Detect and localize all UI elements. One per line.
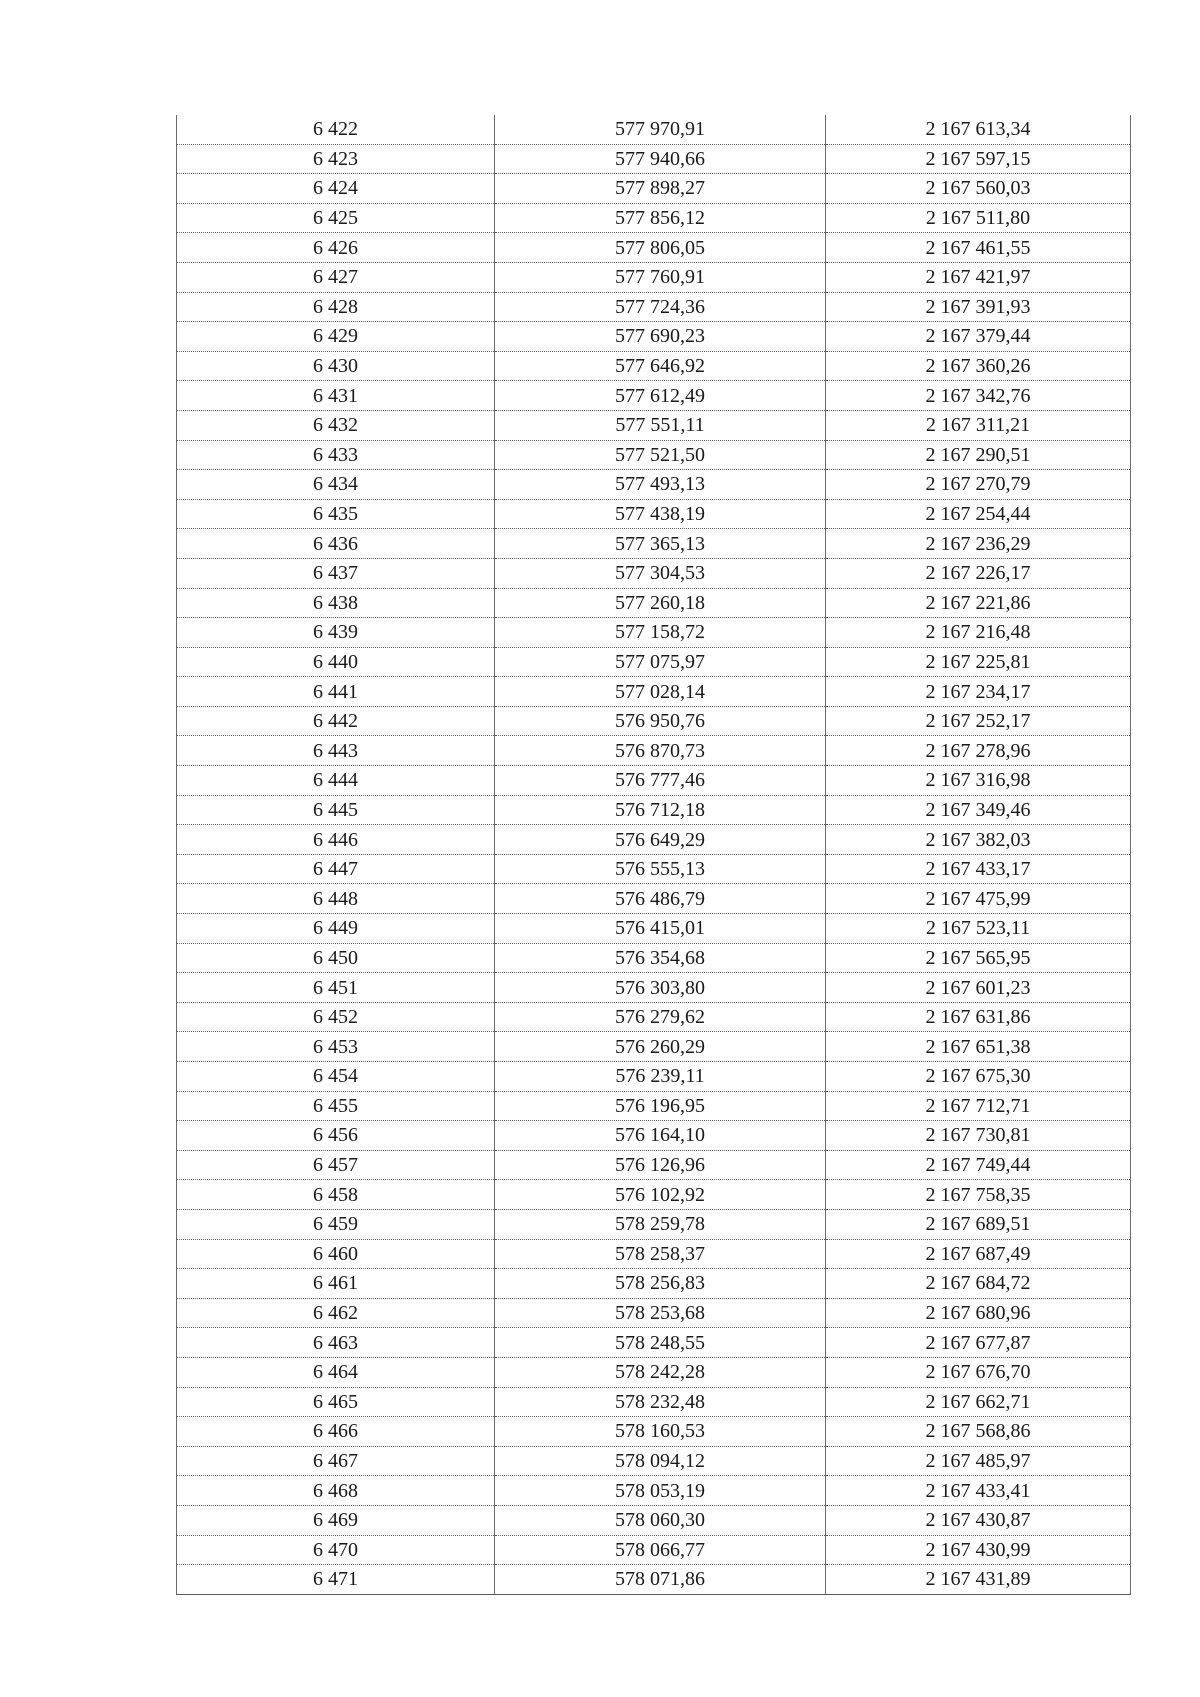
- x-coordinate-cell: 576 196,95: [495, 1091, 826, 1121]
- y-coordinate-cell: 2 167 311,21: [826, 410, 1131, 440]
- table-row: [177, 440, 1131, 470]
- y-coordinate-cell: 2 167 431,89: [826, 1565, 1131, 1595]
- x-coordinate-cell: 577 028,14: [495, 677, 826, 707]
- x-coordinate-cell: 577 075,97: [495, 647, 826, 677]
- y-coordinate-cell: 2 167 430,87: [826, 1505, 1131, 1535]
- x-coordinate-cell: 577 438,19: [495, 499, 826, 529]
- y-coordinate-cell: 2 167 342,76: [826, 381, 1131, 411]
- x-coordinate-cell: 577 365,13: [495, 529, 826, 559]
- x-coordinate-cell: 578 248,55: [495, 1328, 826, 1358]
- point-number-cell: 6 463: [177, 1328, 495, 1358]
- x-coordinate-cell: 577 856,12: [495, 203, 826, 233]
- table-row: [177, 1298, 1131, 1328]
- x-coordinate-cell: 577 898,27: [495, 174, 826, 204]
- point-number-cell: 6 462: [177, 1298, 495, 1328]
- table-row: [177, 1535, 1131, 1565]
- x-coordinate-cell: 578 060,30: [495, 1505, 826, 1535]
- y-coordinate-cell: 2 167 613,34: [826, 115, 1131, 144]
- y-coordinate-cell: 2 167 221,86: [826, 588, 1131, 618]
- table-row: [177, 1446, 1131, 1476]
- table-row: [177, 203, 1131, 233]
- y-coordinate-cell: 2 167 254,44: [826, 499, 1131, 529]
- table-row: [177, 973, 1131, 1003]
- x-coordinate-cell: 576 102,92: [495, 1180, 826, 1210]
- point-number-cell: 6 453: [177, 1032, 495, 1062]
- x-coordinate-cell: 577 158,72: [495, 618, 826, 648]
- x-coordinate-cell: 576 279,62: [495, 1002, 826, 1032]
- table-row: [177, 499, 1131, 529]
- y-coordinate-cell: 2 167 568,86: [826, 1417, 1131, 1447]
- y-coordinate-cell: 2 167 485,97: [826, 1446, 1131, 1476]
- table-row: [177, 1357, 1131, 1387]
- x-coordinate-cell: 576 870,73: [495, 736, 826, 766]
- point-number-cell: 6 423: [177, 144, 495, 174]
- point-number-cell: 6 439: [177, 618, 495, 648]
- point-number-cell: 6 426: [177, 233, 495, 263]
- table-row: [177, 144, 1131, 174]
- y-coordinate-cell: 2 167 749,44: [826, 1150, 1131, 1180]
- y-coordinate-cell: 2 167 290,51: [826, 440, 1131, 470]
- point-number-cell: 6 434: [177, 470, 495, 500]
- y-coordinate-cell: 2 167 316,98: [826, 766, 1131, 796]
- y-coordinate-cell: 2 167 252,17: [826, 706, 1131, 736]
- y-coordinate-cell: 2 167 565,95: [826, 943, 1131, 973]
- x-coordinate-cell: 577 493,13: [495, 470, 826, 500]
- y-coordinate-cell: 2 167 278,96: [826, 736, 1131, 766]
- y-coordinate-cell: 2 167 270,79: [826, 470, 1131, 500]
- table-row: [177, 351, 1131, 381]
- x-coordinate-cell: 578 253,68: [495, 1298, 826, 1328]
- point-number-cell: 6 431: [177, 381, 495, 411]
- y-coordinate-cell: 2 167 236,29: [826, 529, 1131, 559]
- point-number-cell: 6 435: [177, 499, 495, 529]
- point-number-cell: 6 424: [177, 174, 495, 204]
- y-coordinate-cell: 2 167 712,71: [826, 1091, 1131, 1121]
- table-row: [177, 677, 1131, 707]
- y-coordinate-cell: 2 167 225,81: [826, 647, 1131, 677]
- table-row: [177, 262, 1131, 292]
- point-number-cell: 6 457: [177, 1150, 495, 1180]
- x-coordinate-cell: 578 094,12: [495, 1446, 826, 1476]
- x-coordinate-cell: 576 950,76: [495, 706, 826, 736]
- y-coordinate-cell: 2 167 523,11: [826, 914, 1131, 944]
- y-coordinate-cell: 2 167 631,86: [826, 1002, 1131, 1032]
- table-row: [177, 1032, 1131, 1062]
- point-number-cell: 6 441: [177, 677, 495, 707]
- table-row: [177, 1505, 1131, 1535]
- y-coordinate-cell: 2 167 421,97: [826, 262, 1131, 292]
- x-coordinate-cell: 577 806,05: [495, 233, 826, 263]
- y-coordinate-cell: 2 167 226,17: [826, 558, 1131, 588]
- y-coordinate-cell: 2 167 675,30: [826, 1062, 1131, 1092]
- point-number-cell: 6 454: [177, 1062, 495, 1092]
- table-row: [177, 1239, 1131, 1269]
- x-coordinate-cell: 576 126,96: [495, 1150, 826, 1180]
- x-coordinate-cell: 577 260,18: [495, 588, 826, 618]
- y-coordinate-cell: 2 167 684,72: [826, 1269, 1131, 1299]
- point-number-cell: 6 467: [177, 1446, 495, 1476]
- x-coordinate-cell: 578 053,19: [495, 1476, 826, 1506]
- point-number-cell: 6 469: [177, 1505, 495, 1535]
- y-coordinate-cell: 2 167 511,80: [826, 203, 1131, 233]
- point-number-cell: 6 465: [177, 1387, 495, 1417]
- table-row: [177, 647, 1131, 677]
- table-row: [177, 558, 1131, 588]
- y-coordinate-cell: 2 167 433,41: [826, 1476, 1131, 1506]
- point-number-cell: 6 443: [177, 736, 495, 766]
- y-coordinate-cell: 2 167 560,03: [826, 174, 1131, 204]
- point-number-cell: 6 449: [177, 914, 495, 944]
- coordinates-table: [176, 115, 1131, 1595]
- point-number-cell: 6 427: [177, 262, 495, 292]
- point-number-cell: 6 466: [177, 1417, 495, 1447]
- point-number-cell: 6 446: [177, 825, 495, 855]
- point-number-cell: 6 437: [177, 558, 495, 588]
- x-coordinate-cell: 578 071,86: [495, 1565, 826, 1595]
- x-coordinate-cell: 578 066,77: [495, 1535, 826, 1565]
- point-number-cell: 6 461: [177, 1269, 495, 1299]
- table-row: [177, 1387, 1131, 1417]
- x-coordinate-cell: 578 259,78: [495, 1209, 826, 1239]
- x-coordinate-cell: 577 304,53: [495, 558, 826, 588]
- table-row: [177, 529, 1131, 559]
- x-coordinate-cell: 578 232,48: [495, 1387, 826, 1417]
- point-number-cell: 6 471: [177, 1565, 495, 1595]
- table-row: [177, 1121, 1131, 1151]
- table-row: [177, 854, 1131, 884]
- x-coordinate-cell: 577 940,66: [495, 144, 826, 174]
- table-row: [177, 618, 1131, 648]
- table-row: [177, 795, 1131, 825]
- x-coordinate-cell: 576 415,01: [495, 914, 826, 944]
- x-coordinate-cell: 576 354,68: [495, 943, 826, 973]
- x-coordinate-cell: 577 970,91: [495, 115, 826, 144]
- y-coordinate-cell: 2 167 730,81: [826, 1121, 1131, 1151]
- point-number-cell: 6 458: [177, 1180, 495, 1210]
- x-coordinate-cell: 577 521,50: [495, 440, 826, 470]
- x-coordinate-cell: 576 260,29: [495, 1032, 826, 1062]
- y-coordinate-cell: 2 167 676,70: [826, 1357, 1131, 1387]
- y-coordinate-cell: 2 167 597,15: [826, 144, 1131, 174]
- table-row: [177, 1150, 1131, 1180]
- y-coordinate-cell: 2 167 687,49: [826, 1239, 1131, 1269]
- point-number-cell: 6 422: [177, 115, 495, 144]
- x-coordinate-cell: 577 760,91: [495, 262, 826, 292]
- table-row: [177, 410, 1131, 440]
- point-number-cell: 6 436: [177, 529, 495, 559]
- table-row: [177, 233, 1131, 263]
- table-row: [177, 1417, 1131, 1447]
- table-row: [177, 115, 1131, 144]
- x-coordinate-cell: 576 649,29: [495, 825, 826, 855]
- point-number-cell: 6 429: [177, 322, 495, 352]
- y-coordinate-cell: 2 167 433,17: [826, 854, 1131, 884]
- y-coordinate-cell: 2 167 430,99: [826, 1535, 1131, 1565]
- table-row: [177, 588, 1131, 618]
- point-number-cell: 6 470: [177, 1535, 495, 1565]
- x-coordinate-cell: 577 551,11: [495, 410, 826, 440]
- y-coordinate-cell: 2 167 680,96: [826, 1298, 1131, 1328]
- table-row: [177, 825, 1131, 855]
- x-coordinate-cell: 576 712,18: [495, 795, 826, 825]
- point-number-cell: 6 460: [177, 1239, 495, 1269]
- table-row: [177, 1328, 1131, 1358]
- point-number-cell: 6 425: [177, 203, 495, 233]
- x-coordinate-cell: 576 164,10: [495, 1121, 826, 1151]
- x-coordinate-cell: 576 555,13: [495, 854, 826, 884]
- point-number-cell: 6 459: [177, 1209, 495, 1239]
- table-row: [177, 884, 1131, 914]
- x-coordinate-cell: 578 242,28: [495, 1357, 826, 1387]
- point-number-cell: 6 440: [177, 647, 495, 677]
- x-coordinate-cell: 577 724,36: [495, 292, 826, 322]
- point-number-cell: 6 455: [177, 1091, 495, 1121]
- y-coordinate-cell: 2 167 651,38: [826, 1032, 1131, 1062]
- point-number-cell: 6 451: [177, 973, 495, 1003]
- coordinates-table-body: [177, 115, 1131, 1594]
- point-number-cell: 6 444: [177, 766, 495, 796]
- table-row: [177, 943, 1131, 973]
- table-row: [177, 174, 1131, 204]
- x-coordinate-cell: 577 690,23: [495, 322, 826, 352]
- y-coordinate-cell: 2 167 689,51: [826, 1209, 1131, 1239]
- x-coordinate-cell: 576 303,80: [495, 973, 826, 1003]
- y-coordinate-cell: 2 167 382,03: [826, 825, 1131, 855]
- point-number-cell: 6 430: [177, 351, 495, 381]
- point-number-cell: 6 442: [177, 706, 495, 736]
- table-row: [177, 766, 1131, 796]
- point-number-cell: 6 433: [177, 440, 495, 470]
- point-number-cell: 6 438: [177, 588, 495, 618]
- y-coordinate-cell: 2 167 662,71: [826, 1387, 1131, 1417]
- y-coordinate-cell: 2 167 677,87: [826, 1328, 1131, 1358]
- x-coordinate-cell: 578 256,83: [495, 1269, 826, 1299]
- y-coordinate-cell: 2 167 391,93: [826, 292, 1131, 322]
- point-number-cell: 6 448: [177, 884, 495, 914]
- y-coordinate-cell: 2 167 216,48: [826, 618, 1131, 648]
- table-row: [177, 1269, 1131, 1299]
- y-coordinate-cell: 2 167 475,99: [826, 884, 1131, 914]
- table-row: [177, 322, 1131, 352]
- y-coordinate-cell: 2 167 379,44: [826, 322, 1131, 352]
- point-number-cell: 6 456: [177, 1121, 495, 1151]
- table-row: [177, 736, 1131, 766]
- table-row: [177, 1002, 1131, 1032]
- x-coordinate-cell: 576 239,11: [495, 1062, 826, 1092]
- point-number-cell: 6 452: [177, 1002, 495, 1032]
- point-number-cell: 6 428: [177, 292, 495, 322]
- y-coordinate-cell: 2 167 758,35: [826, 1180, 1131, 1210]
- table-row: [177, 1209, 1131, 1239]
- table-row: [177, 1091, 1131, 1121]
- y-coordinate-cell: 2 167 349,46: [826, 795, 1131, 825]
- table-row: [177, 470, 1131, 500]
- y-coordinate-cell: 2 167 601,23: [826, 973, 1131, 1003]
- x-coordinate-cell: 578 258,37: [495, 1239, 826, 1269]
- x-coordinate-cell: 577 612,49: [495, 381, 826, 411]
- point-number-cell: 6 450: [177, 943, 495, 973]
- x-coordinate-cell: 578 160,53: [495, 1417, 826, 1447]
- point-number-cell: 6 432: [177, 410, 495, 440]
- table-row: [177, 706, 1131, 736]
- x-coordinate-cell: 576 777,46: [495, 766, 826, 796]
- table-row: [177, 381, 1131, 411]
- table-row: [177, 1180, 1131, 1210]
- y-coordinate-cell: 2 167 234,17: [826, 677, 1131, 707]
- y-coordinate-cell: 2 167 360,26: [826, 351, 1131, 381]
- point-number-cell: 6 464: [177, 1357, 495, 1387]
- table-row: [177, 292, 1131, 322]
- x-coordinate-cell: 576 486,79: [495, 884, 826, 914]
- table-row: [177, 1565, 1131, 1595]
- table-row: [177, 914, 1131, 944]
- point-number-cell: 6 445: [177, 795, 495, 825]
- table-row: [177, 1476, 1131, 1506]
- table-row: [177, 1062, 1131, 1092]
- point-number-cell: 6 447: [177, 854, 495, 884]
- y-coordinate-cell: 2 167 461,55: [826, 233, 1131, 263]
- point-number-cell: 6 468: [177, 1476, 495, 1506]
- x-coordinate-cell: 577 646,92: [495, 351, 826, 381]
